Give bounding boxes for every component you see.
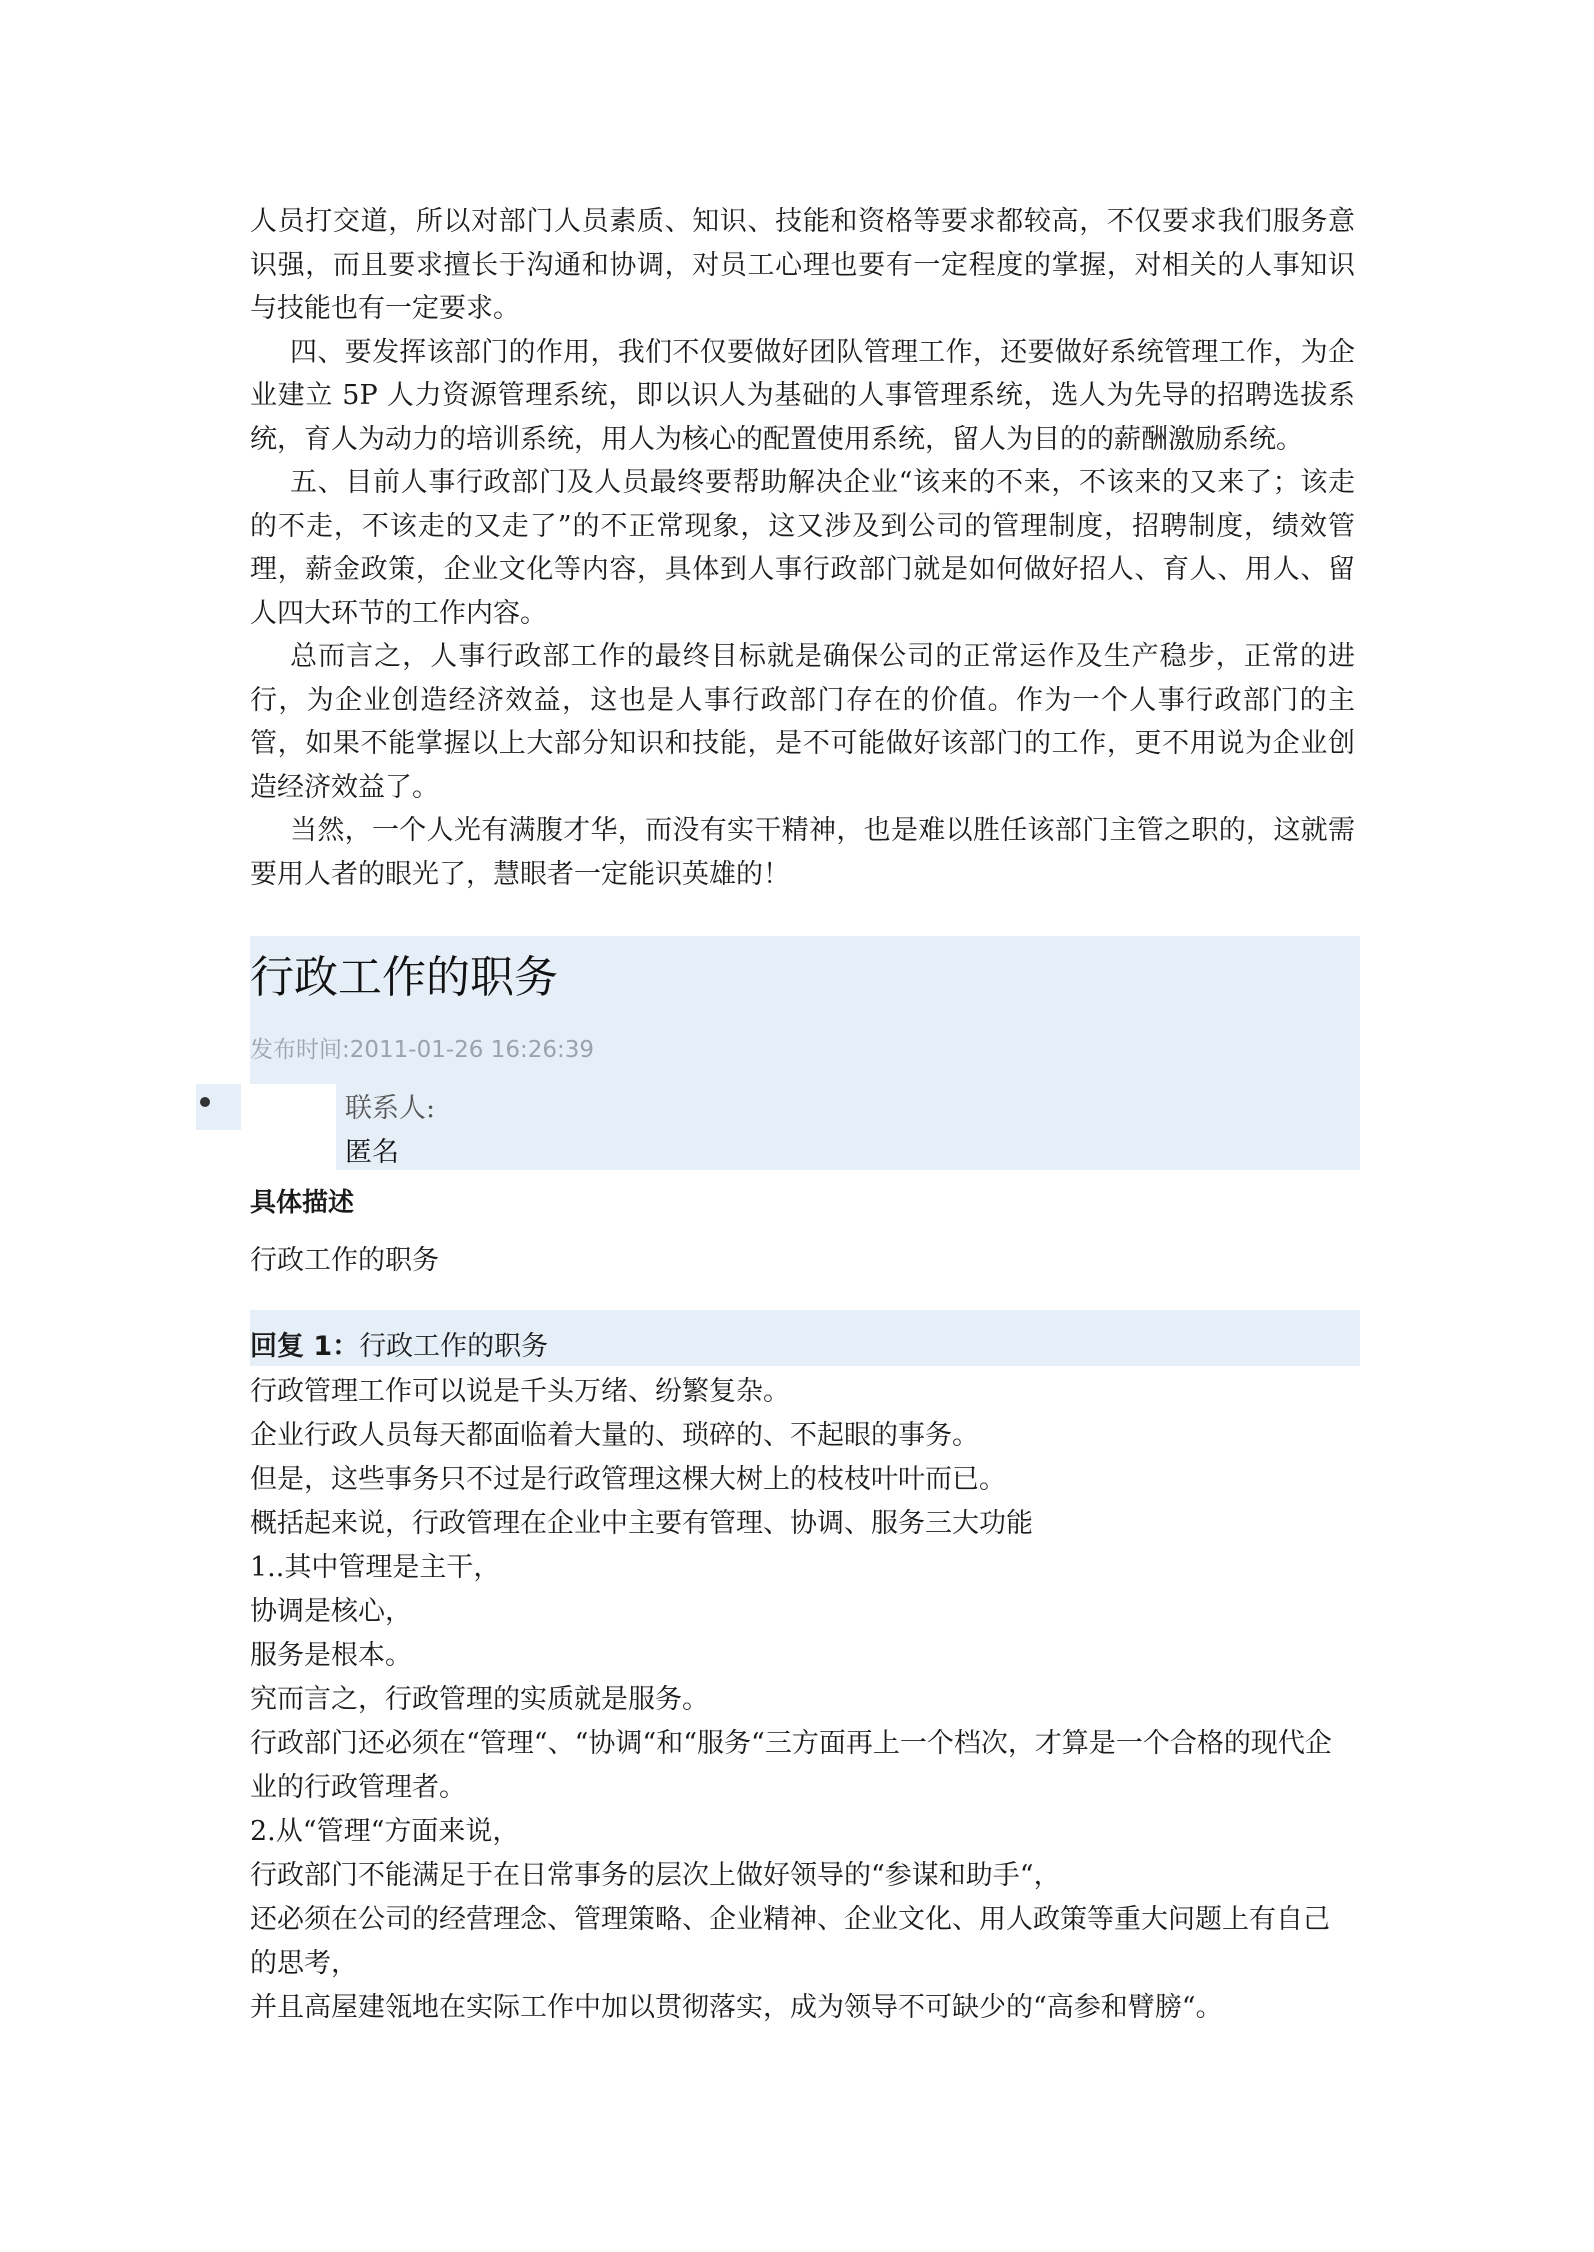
reply-line: 行政部门还必须在“管理“、“协调“和“服务“三方面再上一个档次，才算是一个合格的现代企业的行政管理者。 — [250, 1728, 1332, 1803]
reply-line: 并且高屋建瓴地在实际工作中加以贯彻落实，成为领导不可缺少的“高参和臂膀“。 — [250, 1992, 1223, 2023]
reply-line: 1..其中管理是主干， — [250, 1552, 501, 1583]
reply-label: 回复 1： — [250, 1331, 360, 1362]
intro-paragraph-1: 人员打交道，所以对部门人员素质、知识、技能和资格等要求都较高，不仅要求我们服务意识强，而且要求擅长于沟通和协调，对员工心理也要有一定程度的掌握，对相关的人事知识与技能也有一定要求。 — [250, 206, 1355, 324]
intro-paragraph-3: 五、目前人事行政部门及人员最终要帮助解决企业“该来的不来，不该来的又来了；该走的不走，不该走的又走了”的不正常现象，这又涉及到公司的管理制度，招聘制度，绩效管理，薪金政策，企业文化等内容，具体到人事行政部门就是如何做好招人、育人、用人、留人四大环节的工作内容。 — [250, 467, 1355, 629]
intro-paragraph-4: 总而言之，人事行政部工作的最终目标就是确保公司的正常运作及生产稳步，正常的进行，为企业创造经济效益，这也是人事行政部门存在的价值。作为一个人事行政部门的主管，如果不能掌握以上大部分知识和技能，是不可能做好该部门的工作，更不用说为企业创造经济效益了。 — [250, 641, 1355, 803]
article-title: 行政工作的职务 — [250, 952, 558, 1003]
reply-title: 行政工作的职务 — [359, 1331, 549, 1362]
section-heading: 具体描述 — [250, 1188, 355, 1218]
intro-paragraph-5: 当然，一个人光有满腹才华，而没有实干精神，也是难以胜任该部门主管之职的，这就需要用人者的眼光了，慧眼者一定能识英雄的！ — [250, 815, 1355, 890]
reply-line: 究而言之，行政管理的实质就是服务。 — [250, 1684, 709, 1715]
section-body: 行政工作的职务 — [250, 1245, 439, 1276]
contact-value: 匿名 — [345, 1137, 399, 1168]
reply-line: 行政部门不能满足于在日常事务的层次上做好领导的“参谋和助手“， — [250, 1860, 1061, 1891]
reply-line: 行政管理工作可以说是千头万绪、纷繁复杂。 — [250, 1376, 790, 1407]
contact-background — [336, 1084, 1360, 1170]
reply-line: 但是，这些事务只不过是行政管理这棵大树上的枝枝叶叶而已。 — [250, 1464, 1006, 1495]
intro-text — [250, 200, 1355, 896]
reply-line: 2.从“管理“方面来说， — [250, 1816, 520, 1847]
reply-line: 概括起来说，行政管理在企业中主要有管理、协调、服务三大功能 — [250, 1508, 1033, 1539]
reply-line: 企业行政人员每天都面临着大量的、琐碎的、不起眼的事务。 — [250, 1420, 979, 1451]
reply-line: 协调是核心， — [250, 1596, 412, 1627]
reply-line: 还必须在公司的经营理念、管理策略、企业精神、企业文化、用人政策等重大问题上有自己的思考， — [250, 1904, 1330, 1979]
bullet-icon — [200, 1097, 210, 1107]
intro-paragraph-2: 四、要发挥该部门的作用，我们不仅要做好团队管理工作，还要做好系统管理工作，为企业建立 5P 人力资源管理系统，即以识人为基础的人事管理系统，选人为先导的招聘选拔系统，育人为动力的培训系统，用人为核心的配置使用系统，留人为目的的薪酬激励系统。 — [250, 336, 1355, 455]
reply-line: 服务是根本。 — [250, 1640, 412, 1671]
contact-label: 联系人: — [345, 1093, 436, 1124]
reply-heading — [250, 1328, 548, 1366]
reply-body — [250, 1370, 1355, 2030]
publish-time: 发布时间:2011-01-26 16:26:39 — [250, 1037, 595, 1063]
contact-bullet-background — [196, 1084, 241, 1130]
